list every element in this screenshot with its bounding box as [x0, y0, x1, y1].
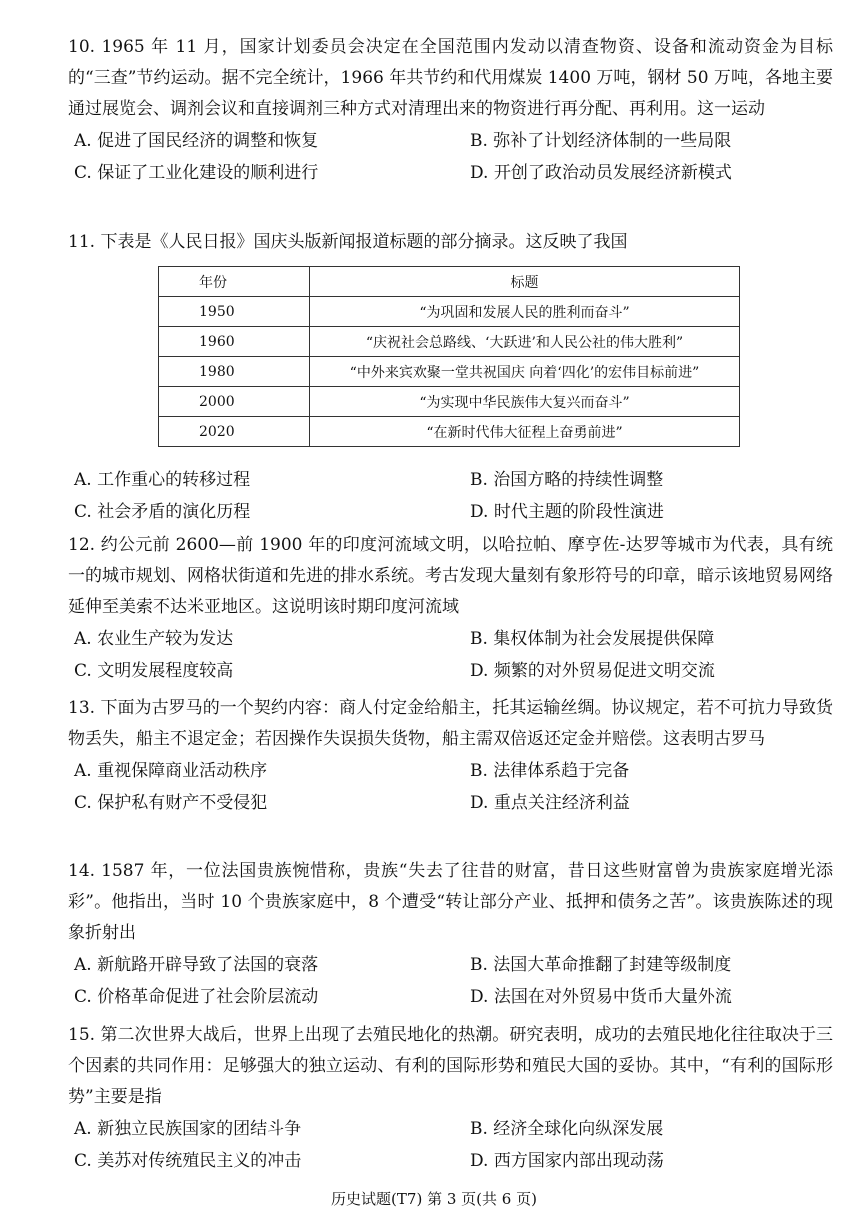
title-cell: “为实现中华民族伟大复兴而奋斗” [310, 387, 740, 417]
year-cell: 2020 [159, 417, 310, 447]
title-cell: “庆祝社会总路线、‘大跃进’和人民公社的伟大胜利” [310, 327, 740, 357]
question-stem: 10. 1965 年 11 月，国家计划委员会决定在全国范围内发动以清查物资、设备和流动资金为目标的“三查”节约运动。据不完全统计，1966 年共节约和代用煤炭 1400 万吨，钢材 50 万吨，各地主要通过展览会、调剂会议和直接调剂三种方式对清理出来的物资进行再分配、再利用。这一运动 [68, 37, 833, 119]
table-row [159, 357, 740, 387]
option-a: A. 工作重心的转移过程 [74, 470, 251, 490]
option-c: C. 保护私有财产不受侵犯 [74, 793, 268, 813]
table-row [159, 327, 740, 357]
option-c: C. 社会矛盾的演化历程 [74, 502, 251, 522]
option-b: B. 治国方略的持续性调整 [470, 470, 664, 490]
option-b: B. 经济全球化向纵深发展 [470, 1119, 664, 1139]
year-cell: 1960 [159, 327, 310, 357]
question-15 [68, 1020, 833, 1177]
options [68, 464, 833, 528]
headline-table [158, 266, 740, 447]
question-13 [68, 693, 833, 819]
option-a: A. 重视保障商业活动秩序 [74, 761, 268, 781]
option-d: D. 开创了政治动员发展经济新模式 [470, 163, 732, 183]
option-c: C. 价格革命促进了社会阶层流动 [74, 987, 319, 1007]
page-footer: 历史试题(T7) 第 3 页(共 6 页) [331, 1190, 537, 1208]
question-stem: 15. 第二次世界大战后，世界上出现了去殖民地化的热潮。研究表明，成功的去殖民地化往往取决于三个因素的共同作用：足够强大的独立运动、有利的国际形势和殖民大国的妥协。其中，“有利的国际形势”主要是指 [68, 1025, 833, 1107]
option-b: B. 法律体系趋于完备 [470, 761, 630, 781]
year-cell: 1980 [159, 357, 310, 387]
question-12 [68, 530, 833, 687]
option-d: D. 法国在对外贸易中货币大量外流 [470, 987, 732, 1007]
options [68, 125, 833, 189]
option-d: D. 频繁的对外贸易促进文明交流 [470, 661, 715, 681]
option-a: A. 新独立民族国家的团结斗争 [74, 1119, 302, 1139]
option-c: C. 文明发展程度较高 [74, 661, 234, 681]
question-14 [68, 856, 833, 1013]
question-stem: 13. 下面为古罗马的一个契约内容：商人付定金给船主，托其运输丝绸。协议规定，若不可抗力导致货物丢失，船主不退定金；若因操作失误损失货物，船主需双倍返还定金并赔偿。这表明古罗马 [68, 698, 833, 749]
option-b: B. 弥补了计划经济体制的一些局限 [470, 131, 732, 151]
year-cell: 1950 [159, 297, 310, 327]
options [68, 949, 833, 1013]
title-cell: “在新时代伟大征程上奋勇前进” [310, 417, 740, 447]
column-header-year: 年份 [159, 267, 310, 297]
year-cell: 2000 [159, 387, 310, 417]
options [68, 1113, 833, 1177]
table-header-row [159, 267, 740, 297]
column-header-title: 标题 [310, 267, 740, 297]
options [68, 755, 833, 819]
option-d: D. 重点关注经济利益 [470, 793, 630, 813]
option-d: D. 时代主题的阶段性演进 [470, 502, 664, 522]
table-row [159, 417, 740, 447]
option-d: D. 西方国家内部出现动荡 [470, 1151, 664, 1171]
options [68, 623, 833, 687]
option-b: B. 集权体制为社会发展提供保障 [470, 629, 715, 649]
question-stem: 11. 下表是《人民日报》国庆头版新闻报道标题的部分摘录。这反映了我国 [68, 232, 628, 252]
option-b: B. 法国大革命推翻了封建等级制度 [470, 955, 732, 975]
question-10 [68, 32, 833, 189]
table-row [159, 297, 740, 327]
option-c: C. 保证了工业化建设的顺利进行 [74, 163, 319, 183]
title-cell: “为巩固和发展人民的胜利而奋斗” [310, 297, 740, 327]
question-stem: 12. 约公元前 2600—前 1900 年的印度河流域文明，以哈拉帕、摩亨佐-达罗等城市为代表，具有统一的城市规划、网格状街道和先进的排水系统。考古发现大量刻有象形符号的印章，暗示该地贸易网络延伸至美索不达米亚地区。这说明该时期印度河流域 [68, 535, 833, 617]
question-stem: 14. 1587 年，一位法国贵族惋惜称，贵族“失去了往昔的财富，昔日这些财富曾为贵族家庭增光添彩”。他指出，当时 10 个贵族家庭中，8 个遭受“转让部分产业、抵押和债务之苦”。该贵族陈述的现象折射出 [68, 861, 833, 943]
question-11 [68, 227, 833, 258]
option-c: C. 美苏对传统殖民主义的冲击 [74, 1151, 302, 1171]
title-cell: “中外来宾欢聚一堂共祝国庆 向着‘四化’的宏伟目标前进” [310, 357, 740, 387]
option-a: A. 新航路开辟导致了法国的衰落 [74, 955, 319, 975]
question-11-options [68, 464, 833, 528]
table-row [159, 387, 740, 417]
option-a: A. 农业生产较为发达 [74, 629, 234, 649]
option-a: A. 促进了国民经济的调整和恢复 [74, 131, 319, 151]
